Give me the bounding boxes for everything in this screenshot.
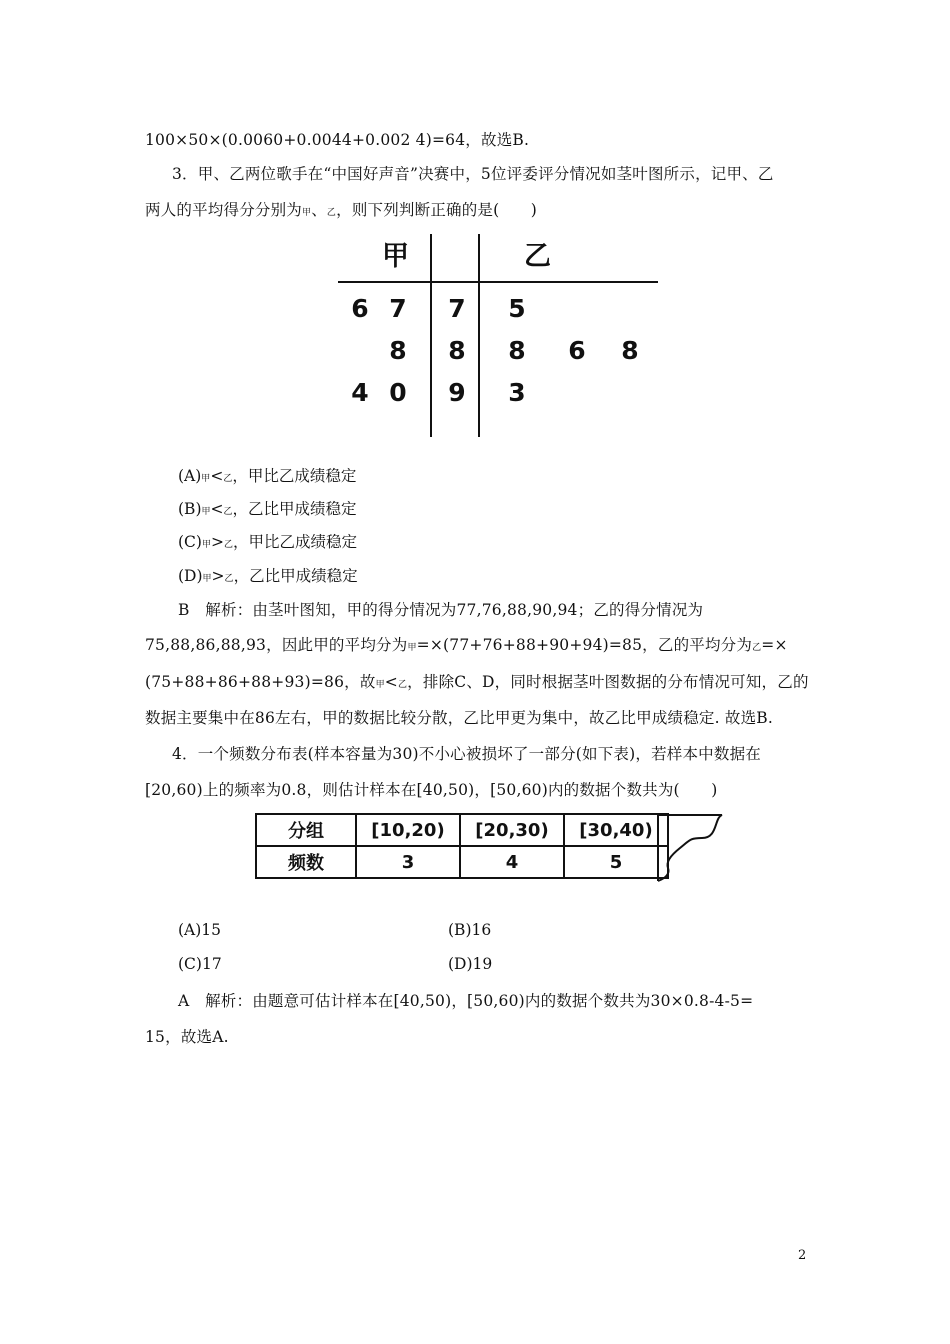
- q3-text-line1: 3．甲、乙两位歌手在“中国好声音”决赛中，5位评委评分情况如茎叶图所示，记甲、乙: [172, 165, 774, 183]
- q4-text-line2: [20,60)上的频率为0.8，则估计样本在[40,50)，[50,60)内的数据个数共为( ): [145, 781, 718, 799]
- q3-solution-line2: 75,88,86,88,93，因此甲的平均分为甲=×(77+76+88+90+94)=85，乙的平均分为乙=×: [145, 636, 788, 654]
- stem-value: 9: [448, 378, 466, 407]
- leaf-jia: 6: [351, 294, 369, 323]
- q4-option-d: (D)19: [448, 955, 493, 973]
- leaf-jia: 4: [351, 378, 369, 407]
- stem-leaf-right-divider: [478, 234, 480, 437]
- q3-option-d: (D)甲>乙，乙比甲成绩稳定: [178, 567, 358, 585]
- table-count-cell: 3: [356, 846, 460, 878]
- prev-solution-line: 100×50×(0.0060+0.0044+0.002 4)=64，故选B.: [145, 131, 530, 149]
- leaf-jia: 7: [389, 294, 407, 323]
- page-number: 2: [798, 1248, 807, 1263]
- leaf-yi: 5: [508, 294, 526, 323]
- table-group-cell: [30,40): [564, 814, 668, 846]
- q4-text-line1: 4．一个频数分布表(样本容量为30)不小心被损坏了一部分(如下表)，若样本中数据在: [172, 745, 761, 763]
- q4-option-a: (A)15: [178, 921, 222, 939]
- stem-leaf-left-divider: [430, 234, 432, 437]
- q3-solution-line3: (75+88+86+88+93)=86，故甲<乙，排除C、D，同时根据茎叶图数据的分布情况可知，乙的: [145, 673, 809, 691]
- stem-value: 8: [448, 336, 466, 365]
- leaf-yi: 8: [508, 336, 526, 365]
- q3-solution-line1: B 解析：由茎叶图知，甲的得分情况为77,76,88,90,94；乙的得分情况为: [178, 601, 704, 619]
- q3-text-line2: 两人的平均得分分别为甲、乙，则下列判断正确的是( ): [145, 201, 538, 219]
- stem-leaf-header-jia: 甲: [382, 241, 409, 272]
- table-count-cell: 5: [564, 846, 668, 878]
- leaf-yi: 3: [508, 378, 526, 407]
- q3-option-c: (C)甲>乙，甲比乙成绩稳定: [178, 533, 358, 551]
- stem-leaf-header-rule: [338, 281, 658, 283]
- q4-option-c: (C)17: [178, 955, 222, 973]
- leaf-jia: 8: [389, 336, 407, 365]
- table-group-cell: [10,20): [356, 814, 460, 846]
- stem-value: 7: [448, 294, 466, 323]
- leaf-yi: 8: [621, 336, 639, 365]
- q3-option-a: (A)甲<乙，甲比乙成绩稳定: [178, 467, 357, 485]
- table-count-cell: 4: [460, 846, 564, 878]
- leaf-yi: 6: [568, 336, 586, 365]
- stem-leaf-header-yi: 乙: [524, 241, 551, 272]
- leaf-jia: 0: [389, 378, 407, 407]
- q4-solution-line2: 15，故选A.: [145, 1028, 229, 1046]
- table-count-label: 频数: [256, 846, 356, 878]
- q3-option-b: (B)甲<乙，乙比甲成绩稳定: [178, 500, 357, 518]
- table-header-label: 分组: [256, 814, 356, 846]
- q3-solution-line4: 数据主要集中在86左右，甲的数据比较分散，乙比甲更为集中，故乙比甲成绩稳定. 故选B.: [145, 709, 773, 727]
- torn-edge-graphic: [656, 810, 730, 884]
- table-group-cell: [20,30): [460, 814, 564, 846]
- q4-option-b: (B)16: [448, 921, 492, 939]
- q4-solution-line1: A 解析：由题意可估计样本在[40,50)，[50,60)内的数据个数共为30×0.8-4-5=: [178, 992, 754, 1010]
